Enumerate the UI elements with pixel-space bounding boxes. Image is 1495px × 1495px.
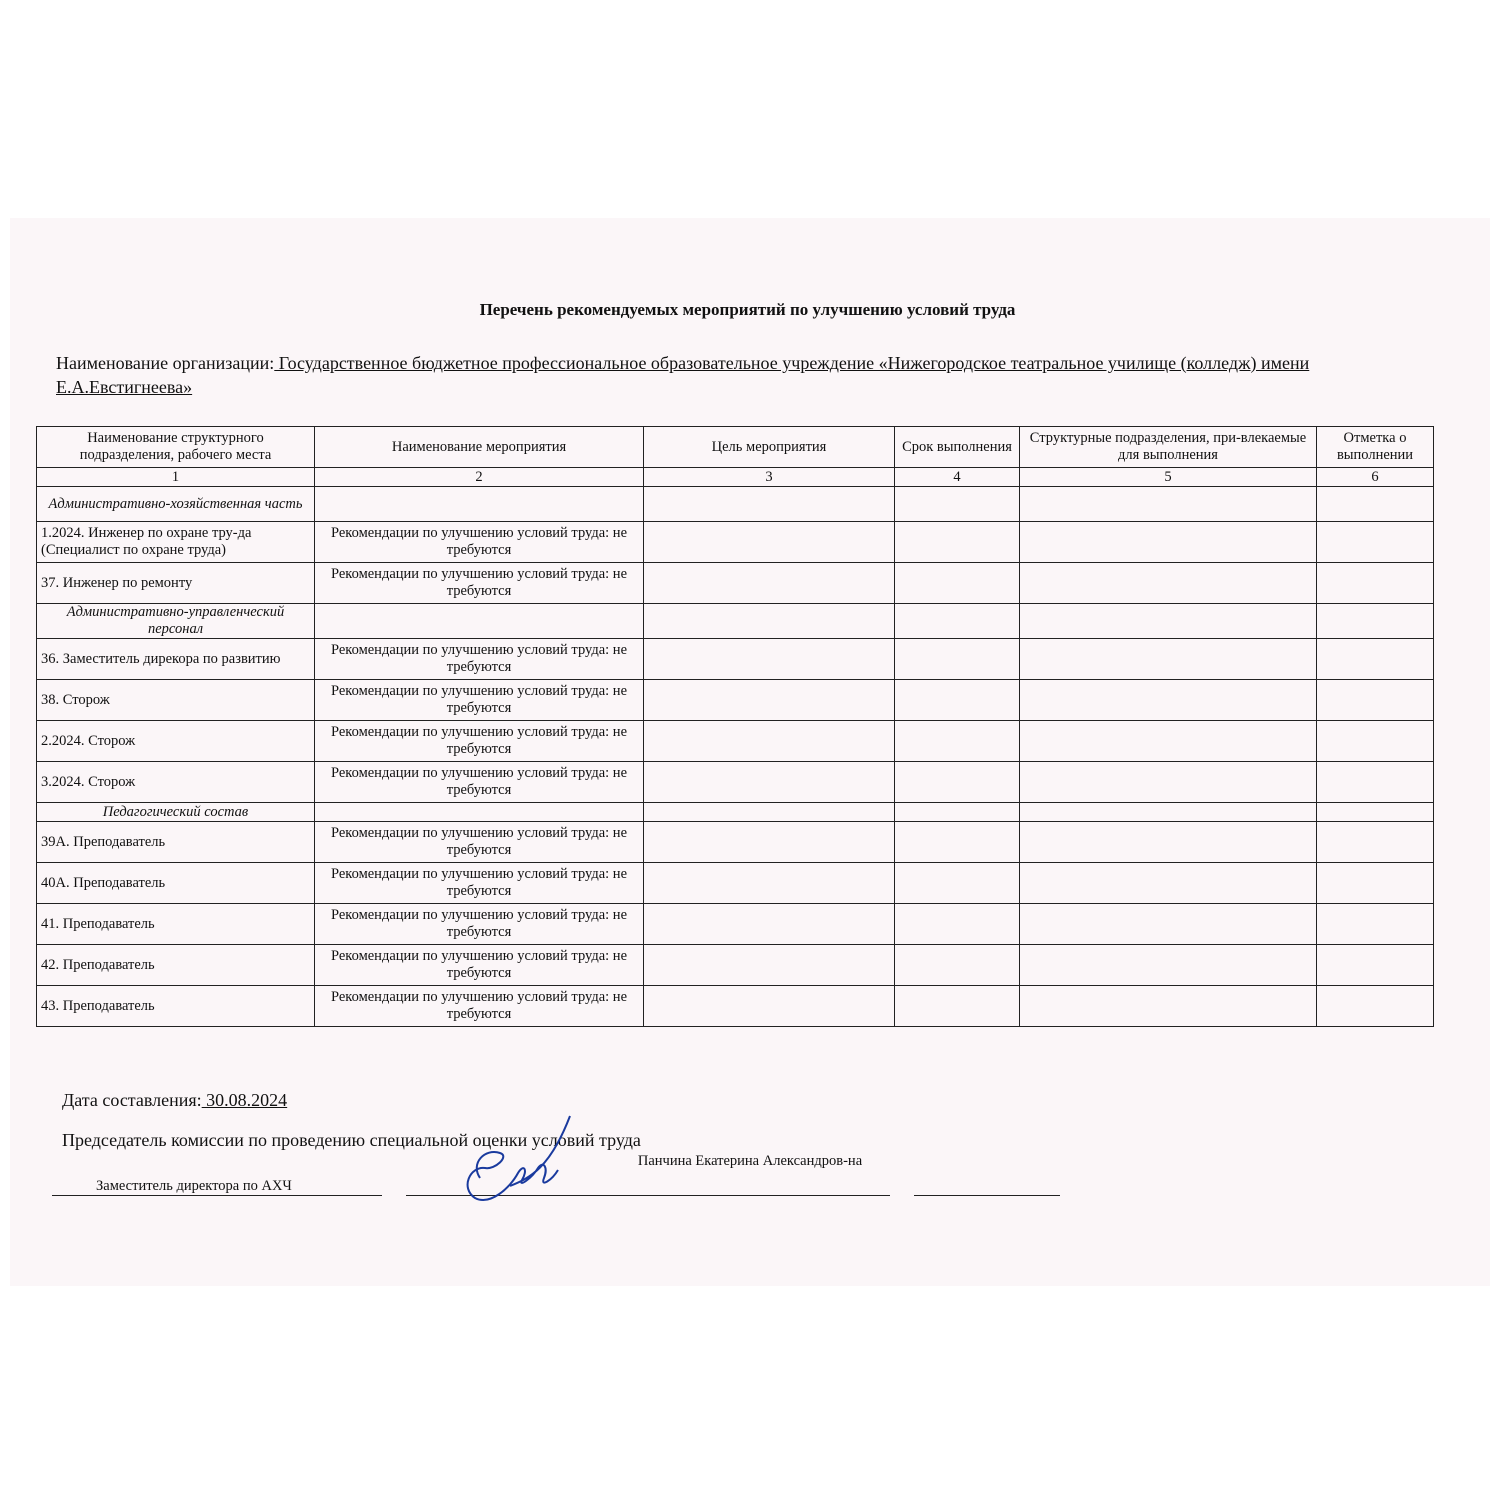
table-row	[37, 522, 1434, 563]
header-cell: Наименование структурного подразделения, рабочего места	[37, 427, 315, 468]
table-row	[37, 904, 1434, 945]
date-label: Дата составления:	[62, 1090, 202, 1110]
column-number: 1	[37, 468, 315, 487]
table-row	[37, 863, 1434, 904]
table-row	[37, 822, 1434, 863]
measure-cell: Рекомендации по улучшению условий труда: не требуются	[315, 863, 644, 904]
compilation-date	[62, 1090, 287, 1111]
workplace-cell: 37. Инженер по ремонту	[37, 563, 315, 604]
position-line	[52, 1195, 382, 1196]
measure-cell: Рекомендации по улучшению условий труда: не требуются	[315, 904, 644, 945]
commission-chair-label: Председатель комиссии по проведению специальной оценки условий труда	[62, 1130, 641, 1150]
table-row	[37, 986, 1434, 1027]
column-number: 6	[1317, 468, 1434, 487]
workplace-cell: 2.2024. Сторож	[37, 721, 315, 762]
column-number: 3	[644, 468, 895, 487]
table-header-row	[37, 427, 1434, 468]
workplace-cell: 42. Преподаватель	[37, 945, 315, 986]
header-cell: Структурные подразделения, при-влекаемые для выполнения	[1020, 427, 1317, 468]
signer-name: Панчина Екатерина Александров-на	[637, 1153, 863, 1169]
measure-cell: Рекомендации по улучшению условий труда: не требуются	[315, 563, 644, 604]
measure-cell: Рекомендации по улучшению условий труда: не требуются	[315, 822, 644, 863]
measure-cell: Рекомендации по улучшению условий труда: не требуются	[315, 721, 644, 762]
measure-cell: Рекомендации по улучшению условий труда: не требуются	[315, 522, 644, 563]
workplace-cell: 36. Заместитель дирекора по развитию	[37, 639, 315, 680]
date-line	[914, 1195, 1060, 1196]
measure-cell: Рекомендации по улучшению условий труда: не требуются	[315, 945, 644, 986]
table-row	[37, 945, 1434, 986]
workplace-cell: 3.2024. Сторож	[37, 762, 315, 803]
table-row	[37, 721, 1434, 762]
handwritten-signature	[440, 1108, 590, 1208]
column-number: 2	[315, 468, 644, 487]
workplace-cell: 40А. Преподаватель	[37, 863, 315, 904]
workplace-cell: 43. Преподаватель	[37, 986, 315, 1027]
organization-name: Государственное бюджетное профессиональное образовательное учреждение «Нижегородское театральное училище (колледж) имени Е.А.Евстигнеева»	[56, 353, 1310, 397]
workplace-cell: 1.2024. Инженер по охране тру-да (Специалист по охране труда)	[37, 522, 315, 563]
section-row	[37, 487, 1434, 522]
measures-table	[36, 426, 1434, 1027]
section-row	[37, 803, 1434, 822]
table-row	[37, 639, 1434, 680]
header-cell: Отметка о выполнении	[1317, 427, 1434, 468]
name-line	[606, 1195, 890, 1196]
page-title: Перечень рекомендуемых мероприятий по улучшению условий труда	[479, 300, 1016, 319]
workplace-cell: 38. Сторож	[37, 680, 315, 721]
measure-cell: Рекомендации по улучшению условий труда: не требуются	[315, 986, 644, 1027]
section-title: Педагогический состав	[37, 803, 315, 822]
workplace-cell: 39А. Преподаватель	[37, 822, 315, 863]
organization-label: Наименование организации:	[56, 353, 275, 373]
workplace-cell: 41. Преподаватель	[37, 904, 315, 945]
table-row	[37, 762, 1434, 803]
measure-cell: Рекомендации по улучшению условий труда: не требуются	[315, 639, 644, 680]
measure-cell: Рекомендации по улучшению условий труда: не требуются	[315, 762, 644, 803]
column-number: 4	[895, 468, 1020, 487]
header-cell: Цель мероприятия	[644, 427, 895, 468]
column-number-row	[37, 468, 1434, 487]
organization-line	[56, 351, 1436, 399]
signer-position: Заместитель директора по АХЧ	[96, 1178, 292, 1194]
section-title: Административно-управленческий персонал	[37, 604, 315, 639]
column-number: 5	[1020, 468, 1317, 487]
table-row	[37, 563, 1434, 604]
table-row	[37, 680, 1434, 721]
section-title: Административно-хозяйственная часть	[37, 487, 315, 522]
header-cell: Срок выполнения	[895, 427, 1020, 468]
date-value: 30.08.2024	[201, 1090, 288, 1110]
header-cell: Наименование мероприятия	[315, 427, 644, 468]
measure-cell: Рекомендации по улучшению условий труда: не требуются	[315, 680, 644, 721]
section-row	[37, 604, 1434, 639]
